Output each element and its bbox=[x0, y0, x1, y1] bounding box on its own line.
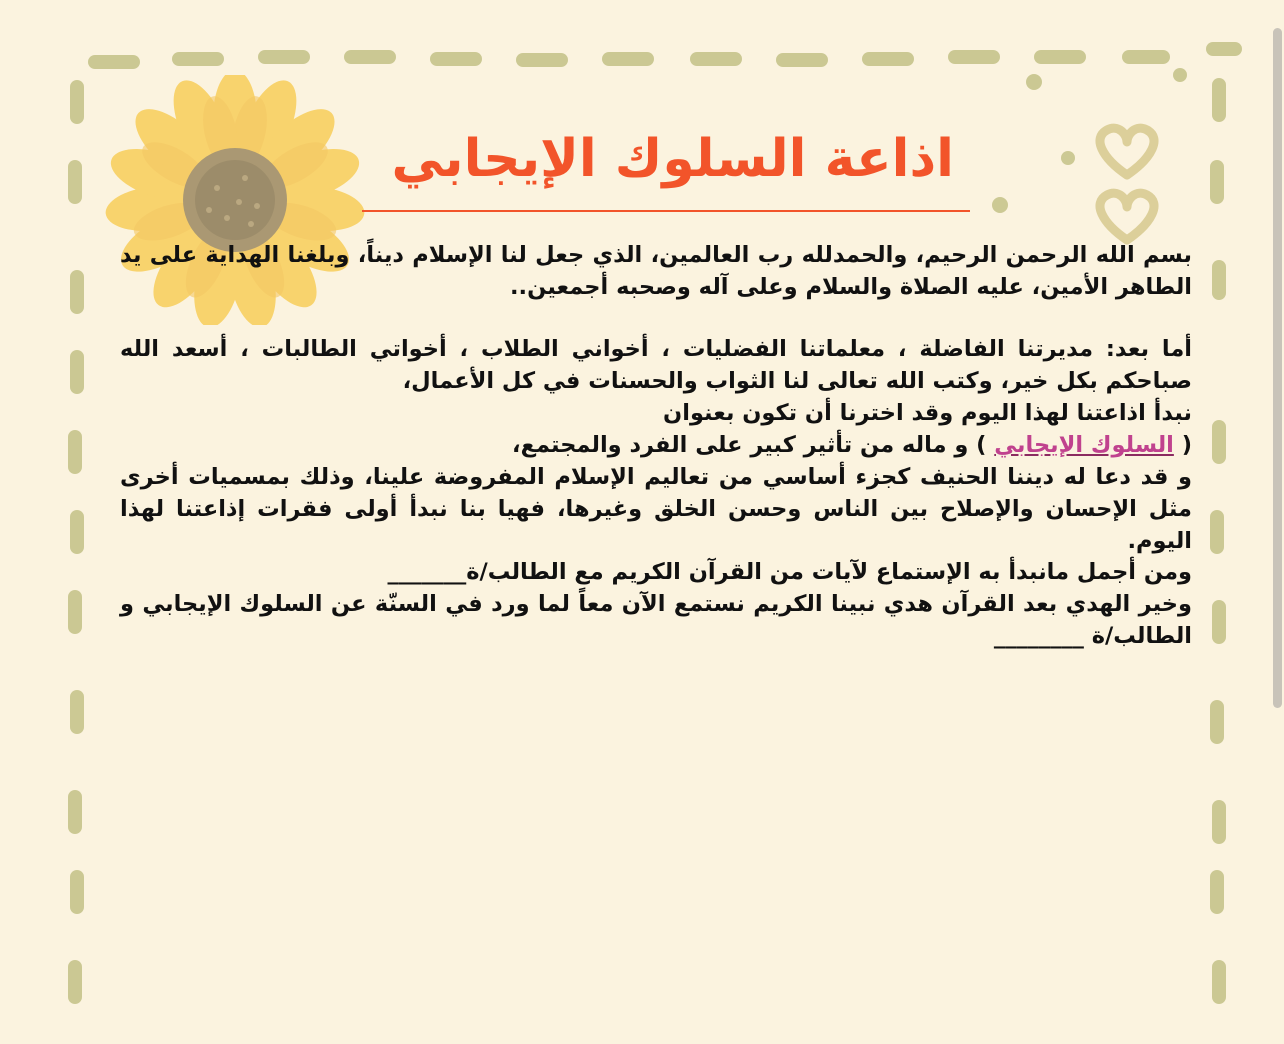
scrollbar[interactable] bbox=[1273, 28, 1282, 708]
document-body bbox=[120, 240, 1192, 653]
paragraph-quran: ومن أجمل مانبدأ به الإستماع لآيات من القرآن الكريم مع الطالب/ة_______ bbox=[387, 559, 1192, 586]
paragraph-sunnah: وخير الهدي بعد القرآن هدي نبينا الكريم نستمع الآن معاً لما ورد في السنّة عن السلوك الإيجابي و الطالب/ة ________ bbox=[120, 591, 1192, 650]
paragraph-religion: و قد دعا له ديننا الحنيف كجزء أساسي من تعاليم الإسلام المفروضة علينا، وذلك بمسميات أخرى مثل الإحسان والإصلاح بين الناس وحسن الخلق وغيرها، فهيا بنا نبدأ أولى فقرات إذاعتنا لهذا اليوم. bbox=[120, 463, 1192, 554]
topic-highlight: السلوك الإيجابي bbox=[994, 431, 1174, 458]
title-underline bbox=[362, 210, 970, 212]
paragraph-gap bbox=[120, 304, 1192, 334]
paragraph-intro: نبدأ اذاعتنا لهذا اليوم وقد اخترنا أن تكون بعنوان bbox=[663, 399, 1192, 426]
paragraph-greeting: أما بعد: مديرتنا الفاضلة ، معلماتنا الفضليات ، أخواني الطلاب ، أخواتي الطالبات ، أسعد الله صباحكم بكل خير، وكتب الله تعالى لنا الثواب والحسنات في كل الأعمال، bbox=[120, 335, 1192, 394]
paragraph-topic bbox=[120, 430, 1192, 462]
topic-rest: ) و ماله من تأثير كبير على الفرد والمجتمع، bbox=[512, 431, 995, 458]
heart-icon bbox=[1072, 120, 1182, 250]
page-title: اذاعة السلوك الإيجابي bbox=[391, 129, 954, 189]
topic-open: ( bbox=[1173, 431, 1192, 458]
paragraph-opening: بسم الله الرحمن الرحيم، والحمدلله رب العالمين، الذي جعل لنا الإسلام ديناً، وبلغنا الهداية على يد الطاهر الأمين، عليه الصلاة والسلام وعلى آله وصحبه أجمعين.. bbox=[120, 242, 1192, 300]
